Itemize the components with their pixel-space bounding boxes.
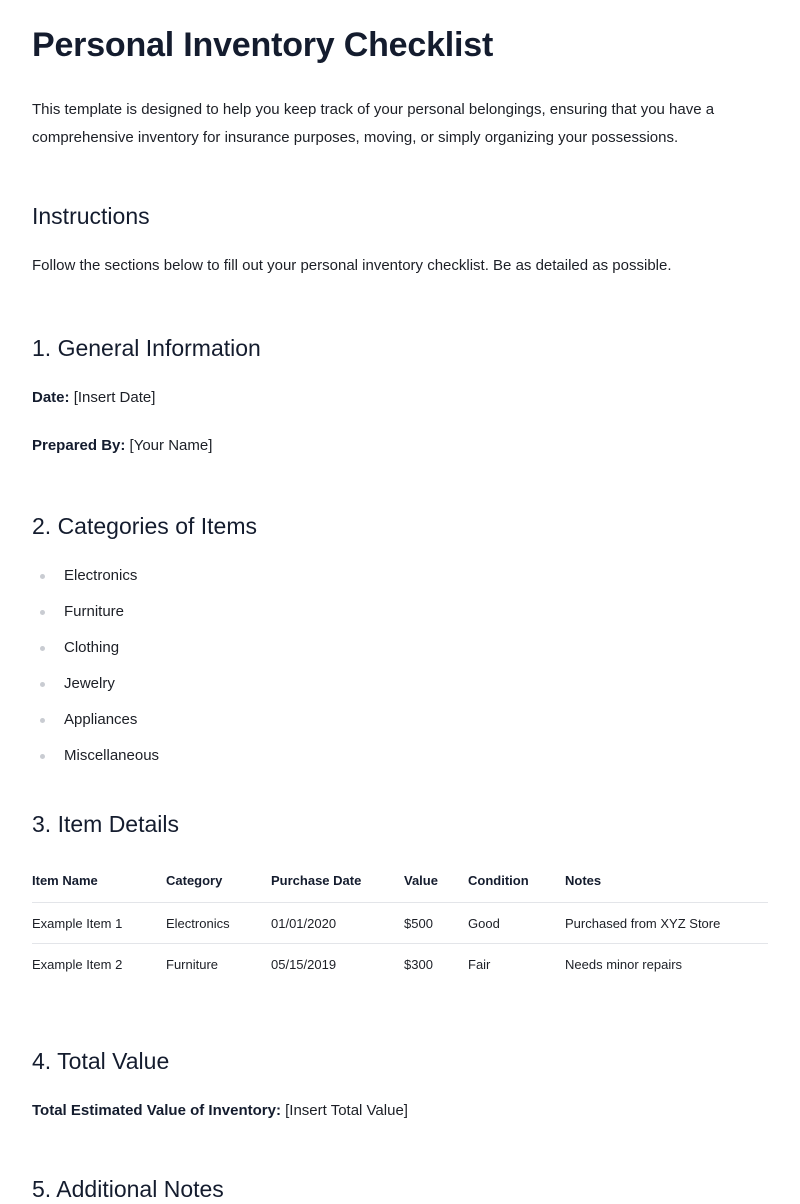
category-label: Appliances <box>64 711 138 728</box>
intro-paragraph: This template is designed to help you keep track of your personal belongings, ensuring that you have a comprehensive inventory for insurance purposes, moving, or simply organizing your possessions. <box>32 101 715 146</box>
category-label: Furniture <box>64 603 125 620</box>
list-item <box>32 745 768 767</box>
page-title: Personal Inventory Checklist <box>32 26 494 64</box>
instructions-heading: Instructions <box>32 203 150 229</box>
column-header-category: Category <box>166 869 271 903</box>
bullet-icon <box>40 754 45 759</box>
bullet-icon <box>40 574 45 579</box>
total-value-heading: 4. Total Value <box>32 1048 170 1074</box>
date-label: Date: <box>32 389 70 406</box>
list-item <box>32 673 768 695</box>
category-label: Clothing <box>64 639 120 656</box>
bullet-icon <box>40 610 45 615</box>
prepared-by-value: [Your Name] <box>129 437 213 454</box>
instructions-text: Follow the sections below to fill out your personal inventory checklist. Be as detailed as possible. <box>32 257 672 274</box>
table-row <box>32 944 768 985</box>
list-item <box>32 601 768 623</box>
category-label: Miscellaneous <box>64 747 160 764</box>
bullet-icon <box>40 718 45 723</box>
additional-notes-heading: 5. Additional Notes <box>32 1176 224 1202</box>
category-label: Electronics <box>64 567 138 584</box>
list-item <box>32 637 768 659</box>
item-details-table <box>32 869 768 984</box>
column-header-condition: Condition <box>468 869 565 903</box>
total-value-label: Total Estimated Value of Inventory: <box>32 1102 281 1119</box>
cell-value: $500 <box>404 903 468 944</box>
cell-notes: Purchased from XYZ Store <box>565 903 768 944</box>
item-details-heading: 3. Item Details <box>32 811 179 837</box>
list-item <box>32 709 768 731</box>
bullet-icon <box>40 682 45 687</box>
date-field <box>32 387 768 409</box>
cell-notes: Needs minor repairs <box>565 956 683 972</box>
category-label: Jewelry <box>64 675 115 692</box>
cell-condition: Fair <box>468 956 491 972</box>
list-item <box>32 565 768 587</box>
cell-condition: Good <box>468 903 565 944</box>
categories-list <box>32 565 768 767</box>
cell-purchase-date: 05/15/2019 <box>271 956 337 972</box>
date-value: [Insert Date] <box>73 389 156 406</box>
categories-heading: 2. Categories of Items <box>32 513 257 539</box>
cell-item-name: Example Item 1 <box>32 903 166 944</box>
column-header-purchase-date: Purchase Date <box>271 869 404 903</box>
table-row <box>32 903 768 944</box>
prepared-by-field <box>32 435 768 457</box>
column-header-notes: Notes <box>565 869 768 903</box>
bullet-icon <box>40 646 45 651</box>
column-header-item-name: Item Name <box>32 869 166 903</box>
table-header-row <box>32 869 768 903</box>
cell-category: Furniture <box>166 956 219 972</box>
cell-category: Electronics <box>166 903 271 944</box>
prepared-by-label: Prepared By: <box>32 437 126 454</box>
total-value-value: [Insert Total Value] <box>285 1102 408 1119</box>
cell-value: $300 <box>404 956 433 972</box>
cell-purchase-date: 01/01/2020 <box>271 903 404 944</box>
cell-item-name: Example Item 2 <box>32 956 123 972</box>
general-info-heading: 1. General Information <box>32 335 261 361</box>
total-value-field <box>32 1100 768 1122</box>
column-header-value: Value <box>404 869 468 903</box>
